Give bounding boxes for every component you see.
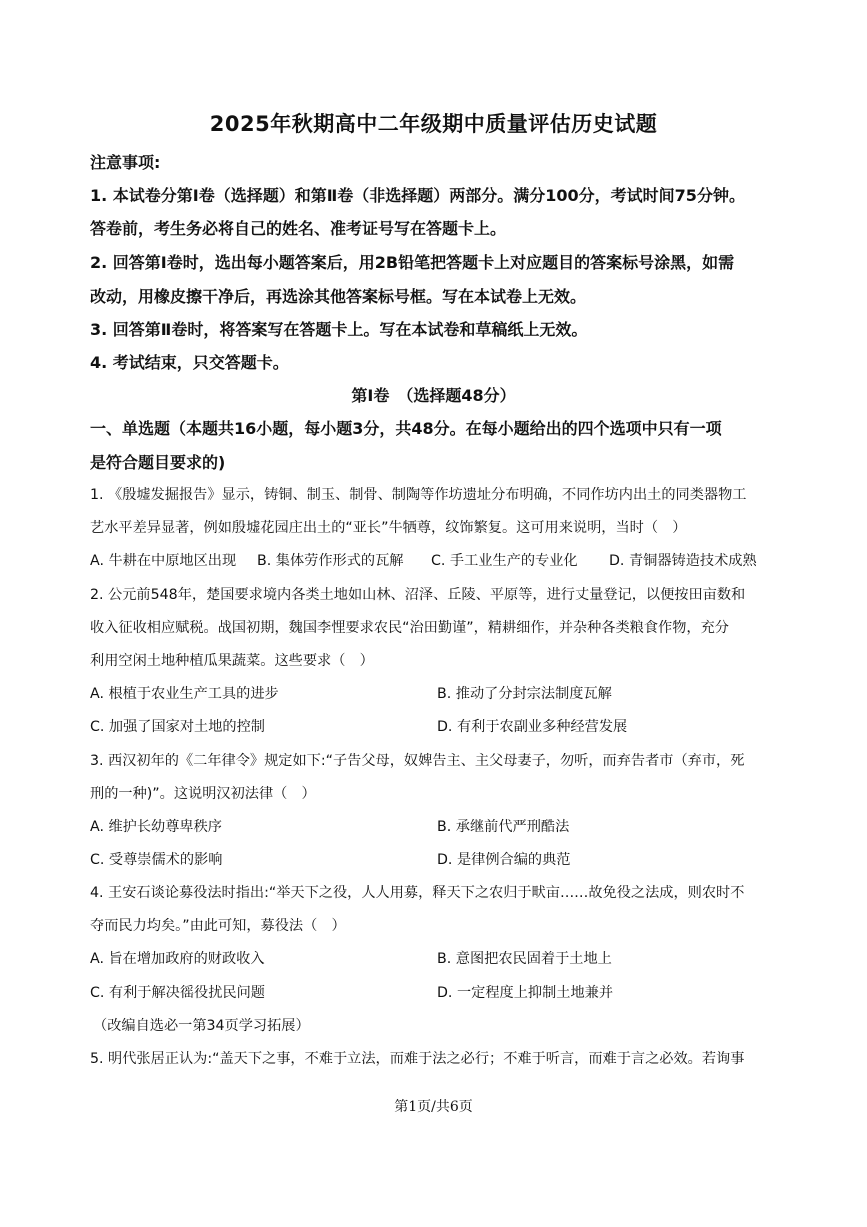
option-b: B. 推动了分封宗法制度瓦解 <box>437 686 612 702</box>
option-a: A. 维护长幼尊卑秩序 <box>90 819 222 835</box>
option-c: C. 受尊崇儒术的影响 <box>90 852 223 868</box>
option-c: C. 手工业生产的专业化 <box>431 553 578 569</box>
option-d: D. 是律例合编的典范 <box>437 852 571 868</box>
question-3-text: 3. 西汉初年的《二年律令》规定如下:“子告父母，奴婢告主、主父母妻子，勿听，而弃告者市（弃市，死 <box>90 753 745 769</box>
question-2-text: 收入征收相应赋税。战国初期，魏国李悝要求农民“治田勤谨”，精耕细作，并杂种各类粮食作物，充分 <box>90 620 729 636</box>
notice-line: 4. 考试结束，只交答题卡。 <box>90 353 289 372</box>
question-3-text: 刑的一种)”。这说明汉初法律（ ） <box>90 786 316 802</box>
option-b: B. 集体劳作形式的瓦解 <box>257 553 404 569</box>
page-title: 2025年秋期高中二年级期中质量评估历史试题 <box>209 112 658 136</box>
notice-line: 答卷前，考生务必将自己的姓名、准考证号写在答题卡上。 <box>90 219 507 238</box>
notice-heading: 注意事项: <box>90 153 161 172</box>
section-heading: 是符合题目要求的) <box>90 453 226 472</box>
question-2-text: 2. 公元前548年，楚国要求境内各类土地如山林、沼泽、丘陵、平原等，进行丈量登记，以便按田亩数和 <box>90 587 746 603</box>
question-5-text: 5. 明代张居正认为:“盖天下之事，不难于立法，而难于法之必行；不难于听言，而难于言之必效。若询事 <box>90 1051 745 1067</box>
question-2-text: 利用空闲土地种植瓜果蔬菜。这些要求（ ） <box>90 653 374 669</box>
part1-heading: 第Ⅰ卷 （选择题48分） <box>351 386 516 405</box>
option-c: C. 有利于解决徭役扰民问题 <box>90 985 265 1001</box>
question-4-text: 夺而民力均矣。”由此可知，募役法（ ） <box>90 918 346 934</box>
question-4-text: 4. 王安石谈论募役法时指出:“举天下之役，人人用募，释天下之农归于畎亩……故免役之法成，则农时不 <box>90 885 745 901</box>
notice-line: 3. 回答第Ⅱ卷时，将答案写在答题卡上。写在本试卷和草稿纸上无效。 <box>90 320 588 339</box>
question-4-source-note: （改编自选必一第34页学习拓展） <box>93 1018 310 1034</box>
section-heading: 一、单选题（本题共16小题，每小题3分，共48分。在每小题给出的四个选项中只有一项 <box>90 419 722 438</box>
question-1-text: 艺水平差异显著，例如殷墟花园庄出土的“亚长”牛牺尊，纹饰繁复。这可用来说明，当时（ ） <box>90 520 687 536</box>
notice-line: 1. 本试卷分第Ⅰ卷（选择题）和第Ⅱ卷（非选择题）两部分。满分100分，考试时间75分钟。 <box>90 186 745 205</box>
option-d: D. 青铜器铸造技术成熟 <box>609 553 757 569</box>
option-b: B. 承继前代严刑酷法 <box>437 819 570 835</box>
notice-line: 改动，用橡皮擦干净后，再选涂其他答案标号框。写在本试卷上无效。 <box>90 287 587 306</box>
option-a: A. 旨在增加政府的财政收入 <box>90 951 265 967</box>
page-footer: 第1页/共6页 <box>394 1099 473 1115</box>
option-a: A. 根植于农业生产工具的进步 <box>90 686 279 702</box>
option-c: C. 加强了国家对土地的控制 <box>90 719 265 735</box>
option-a: A. 牛耕在中原地区出现 <box>90 553 237 569</box>
question-1-text: 1. 《殷墟发掘报告》显示，铸铜、制玉、制骨、制陶等作坊遗址分布明确，不同作坊内出土的同类器物工 <box>90 487 747 503</box>
option-d: D. 一定程度上抑制土地兼并 <box>437 985 614 1001</box>
notice-line: 2. 回答第Ⅰ卷时，选出每小题答案后，用2B铅笔把答题卡上对应题目的答案标号涂黑，如需 <box>90 253 735 272</box>
option-d: D. 有利于农副业多种经营发展 <box>437 719 628 735</box>
option-b: B. 意图把农民固着于土地上 <box>437 951 612 967</box>
